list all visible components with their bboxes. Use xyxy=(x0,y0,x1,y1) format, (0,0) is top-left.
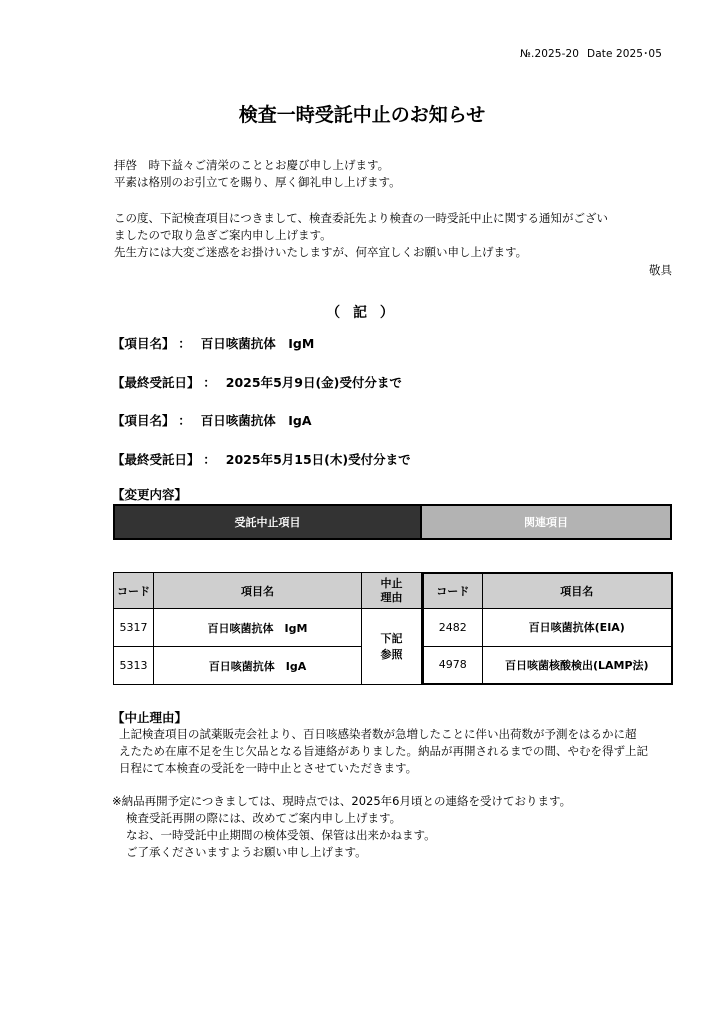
row-code: 4978 xyxy=(423,646,482,684)
item-label: 【項目名】 xyxy=(112,413,169,428)
col-item-name: 項目名 xyxy=(154,573,362,609)
row-item-name: 百日咳菌抗体 IgA xyxy=(154,647,362,685)
resume-note xyxy=(112,793,692,861)
reason-line: えたため在庫不足を生じ欠品となる旨連絡がありました。納品が再開されるまでの間、やむを得ず上記 xyxy=(119,744,648,758)
item-colon: ： xyxy=(203,452,216,467)
document-number xyxy=(520,46,662,61)
body-line: ましたので取り急ぎご案内申し上げます。 xyxy=(114,228,332,242)
row-item-name: 百日咳菌核酸検出(LAMP法) xyxy=(482,646,672,684)
item-colon: ： xyxy=(178,336,191,351)
item-name-1 xyxy=(112,334,314,352)
body-paragraph xyxy=(114,210,674,261)
item-value: 2025年5月15日(木)受付分まで xyxy=(225,452,411,467)
ki-heading: （ 記 ） xyxy=(326,305,398,321)
item-colon: ： xyxy=(203,375,216,390)
note-line: 検査受託再開の際には、改めてご案内申し上げます。 xyxy=(126,811,402,825)
note-line: ご了承くださいますようお願い申し上げます。 xyxy=(126,845,367,859)
table-row xyxy=(114,609,422,647)
note-line: なお、一時受託中止期間の検体受領、保管は出来かねます。 xyxy=(126,828,436,842)
table-header-row xyxy=(114,573,422,609)
item-label: 【最終受託日】 xyxy=(112,375,194,390)
items-tables xyxy=(113,572,673,685)
note-line: ※納品再開予定につきましては、現時点では、2025年6月頃との連絡を受けております。 xyxy=(112,794,572,808)
row-reason: 下記 参照 xyxy=(362,609,422,685)
row-code: 5317 xyxy=(114,609,154,647)
body-line: 先生方には大変ご迷惑をお掛けいたしますが、何卒宜しくお願い申し上げます。 xyxy=(114,245,528,259)
greeting-line: 平素は格別のお引立てを賜り、厚く御礼申し上げます。 xyxy=(114,175,401,189)
item-value: 百日咳菌抗体 IgA xyxy=(200,413,312,428)
suspended-items-table xyxy=(113,572,422,685)
changes-label: 【変更内容】 xyxy=(112,487,188,502)
closing-word: 敬具 xyxy=(649,263,672,277)
item-value: 2025年5月9日(金)受付分まで xyxy=(225,375,402,390)
suspended-items-header: 受託中止項目 xyxy=(115,506,422,538)
greeting xyxy=(114,157,401,191)
reason-line: 日程にて本検査の受託を一時中止とさせていただきます。 xyxy=(119,761,418,775)
row-code: 5313 xyxy=(114,647,154,685)
table-header-row xyxy=(423,573,672,608)
item-label: 【項目名】 xyxy=(112,336,169,351)
item-value: 百日咳菌抗体 IgM xyxy=(200,336,315,351)
row-code: 2482 xyxy=(423,608,482,646)
related-items-table xyxy=(422,572,673,685)
row-item-name: 百日咳菌抗体 IgM xyxy=(154,609,362,647)
page-title: 検査一時受託中止のお知らせ xyxy=(238,104,486,126)
change-category-bar xyxy=(113,504,672,540)
item-label: 【最終受託日】 xyxy=(112,452,194,467)
reason-text xyxy=(119,726,675,777)
item-colon: ： xyxy=(178,413,191,428)
col-code: コード xyxy=(423,573,482,608)
body-line: この度、下記検査項目につきまして、検査委託先より検査の一時受託中止に関する通知がござい xyxy=(114,211,609,225)
row-item-name: 百日咳菌抗体(EIA) xyxy=(482,608,672,646)
table-row xyxy=(423,608,672,646)
reason-line: 上記検査項目の試薬販売会社より、百日咳感染者数が急増したことに伴い出荷数が予測をはるかに超 xyxy=(119,727,637,741)
doc-date: Date 2025･05 xyxy=(587,48,662,60)
table-row xyxy=(423,646,672,684)
col-code: コード xyxy=(114,573,154,609)
item-name-2 xyxy=(112,411,312,429)
greeting-line: 拝啓 時下益々ご清栄のこととお慶び申し上げます。 xyxy=(114,158,390,172)
reason-label: 【中止理由】 xyxy=(112,710,188,725)
doc-no: №.2025-20 xyxy=(520,48,580,60)
col-item-name: 項目名 xyxy=(482,573,672,608)
last-date-1 xyxy=(112,373,402,391)
related-items-header: 関連項目 xyxy=(422,506,670,538)
col-reason: 中止 理由 xyxy=(362,573,422,609)
last-date-2 xyxy=(112,450,411,468)
